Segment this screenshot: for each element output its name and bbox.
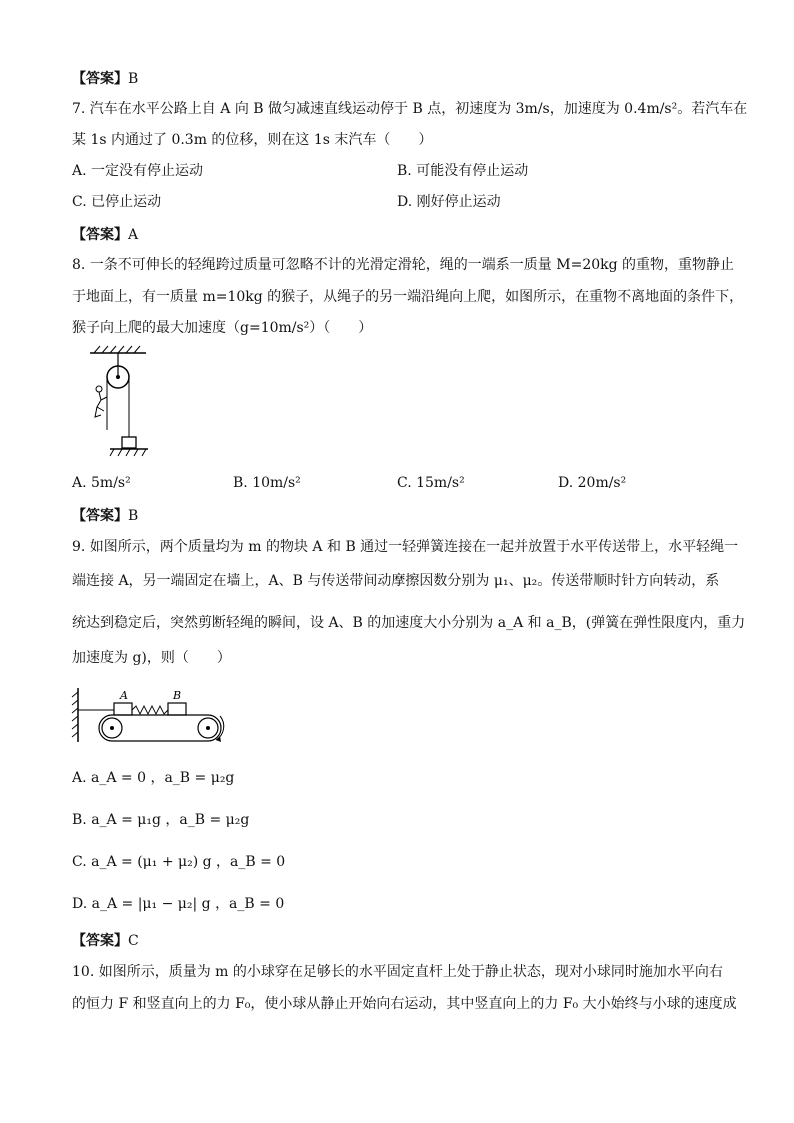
answer-7 bbox=[72, 224, 138, 244]
q8-option-c: C. 15m/s² bbox=[397, 475, 465, 491]
answer-label: 【答案】 bbox=[72, 71, 128, 87]
answer-label: 【答案】 bbox=[72, 227, 128, 243]
q8-option-a: A. 5m/s² bbox=[72, 475, 131, 491]
q8-stem-line2: 于地面上，有一质量 m=10kg 的猴子，从绳子的另一端沿绳向上爬，如图所示，在重物不离地面的条件下， bbox=[72, 289, 744, 305]
q9-option-a: A. a_A = 0 ，a_B = μ₂g bbox=[72, 770, 235, 786]
answer-value: A bbox=[128, 227, 139, 243]
answer-9 bbox=[72, 930, 139, 950]
q8-stem-line1: 8. 一条不可伸长的轻绳跨过质量可忽略不计的光滑定滑轮，绳的一端系一质量 M=20kg 的重物，重物静止 bbox=[72, 257, 735, 273]
answer-label: 【答案】 bbox=[72, 508, 128, 524]
q9-option-d: D. a_A = |μ₁ − μ₂| g ，a_B = 0 bbox=[72, 896, 285, 912]
q9-stem-line2: 端连接 A，另一端固定在墙上，A、B 与传送带间动摩擦因数分别为 μ₁、μ₂。传送带顺时针方向转动，系 bbox=[72, 573, 720, 589]
q7-stem-line2: 某 1s 内通过了 0.3m 的位移，则在这 1s 末汽车（ ） bbox=[72, 132, 433, 148]
q7-option-c: C. 已停止运动 bbox=[72, 194, 162, 210]
q9-stem-line1: 9. 如图所示，两个质量均为 m 的物块 A 和 B 通过一轻弹簧连接在一起并放置于水平传送带上，水平轻绳一 bbox=[72, 539, 739, 555]
answer-value: C bbox=[128, 933, 139, 949]
q8-option-d: D. 20m/s² bbox=[558, 475, 627, 491]
q9-option-b: B. a_A = μ₁g ，a_B = μ₂g bbox=[72, 812, 250, 828]
answer-value: B bbox=[128, 508, 139, 524]
block-b-label: B bbox=[173, 689, 182, 702]
q8-stem-line3: 猴子向上爬的最大加速度（g=10m/s²）（ ） bbox=[72, 320, 373, 336]
q7-option-d: D. 刚好停止运动 bbox=[397, 194, 501, 210]
q10-stem-line1: 10. 如图所示，质量为 m 的小球穿在足够长的水平固定直杆上处于静止状态，现对小球同时施加水平向右 bbox=[72, 964, 723, 980]
q9-stem-line3: 统达到稳定后，突然剪断轻绳的瞬间，设 A、B 的加速度大小分别为 a_A 和 a_B，(弹簧在弹性限度内，重力 bbox=[72, 615, 746, 631]
q10-stem-line2: 的恒力 F 和竖直向上的力 F₀，使小球从静止开始向右运动，其中竖直向上的力 F₀ 大小始终与小球的速度成 bbox=[72, 996, 737, 1012]
q7-stem-line1: 7. 汽车在水平公路上自 A 向 B 做匀减速直线运动停于 B 点，初速度为 3m/s，加速度为 0.4m/s²。若汽车在 bbox=[72, 101, 748, 117]
q7-option-a: A. 一定没有停止运动 bbox=[72, 163, 204, 179]
block-a-label: A bbox=[120, 689, 128, 702]
q9-option-c: C. a_A = (μ₁ + μ₂) g ，a_B = 0 bbox=[72, 854, 286, 870]
pulley-monkey-figure bbox=[84, 345, 164, 460]
q8-option-b: B. 10m/s² bbox=[233, 475, 301, 491]
answer-6 bbox=[72, 68, 138, 88]
q9-stem-line4: 加速度为 g)，则（ ） bbox=[72, 650, 231, 666]
q7-option-b: B. 可能没有停止运动 bbox=[397, 163, 529, 179]
conveyor-belt-figure bbox=[70, 684, 230, 746]
answer-8 bbox=[72, 505, 138, 525]
answer-label: 【答案】 bbox=[72, 933, 128, 949]
answer-value: B bbox=[128, 71, 139, 87]
